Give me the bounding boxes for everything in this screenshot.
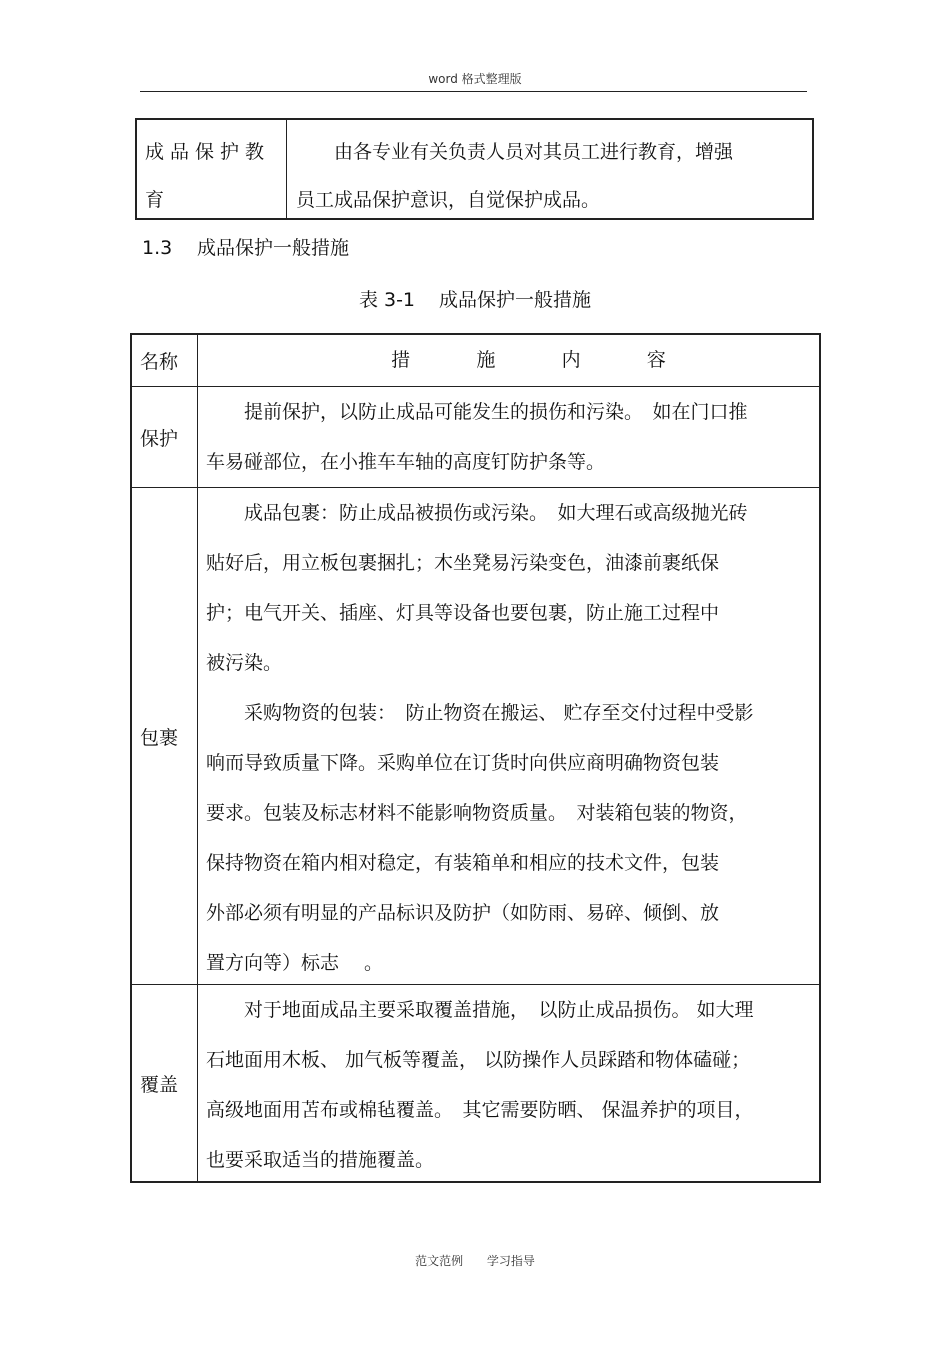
section-title: 成品保护一般措施: [197, 237, 350, 259]
content-line: 响而导致质量下降。采购单位在订货时向供应商明确物资包装: [206, 752, 720, 774]
education-label-cell: [137, 120, 287, 218]
education-content-line: 员工成品保护意识，自觉保护成品。: [296, 189, 601, 211]
content-line: 贴好后，用立板包裹捆扎；木坐凳易污染变色，油漆前裹纸保: [206, 552, 720, 574]
education-table: [135, 118, 814, 220]
content-line: 对于地面成品主要采取覆盖措施， 以防止成品损伤。 如大理: [244, 999, 754, 1021]
section-heading: [142, 235, 349, 261]
measures-table: [130, 333, 821, 1183]
row-name-cell: 包裹: [132, 488, 198, 984]
header-divider: [140, 91, 807, 92]
header-char: 内: [561, 349, 581, 371]
content-line: 护；电气开关、插座、灯具等设备也要包裹，防止施工过程中: [206, 602, 720, 624]
table-row: [132, 984, 819, 1181]
row-content-cell: [198, 387, 819, 487]
page-header: word 格式整理版: [428, 72, 522, 86]
education-content-line: 由各专业有关负责人员对其员工进行教育，增强: [334, 141, 734, 163]
row-content-cell: [198, 985, 819, 1181]
section-number: 1.3: [142, 237, 173, 259]
content-line: 外部必须有明显的产品标识及防护（如防雨、易碎、倾倒、放: [206, 902, 720, 924]
content-line: 成品包裹：防止成品被损伤或污染。 如大理石或高级抛光砖: [244, 502, 748, 524]
header-char: 施: [476, 349, 496, 371]
content-line: 高级地面用苫布或棉毡覆盖。 其它需要防晒、 保温养护的项目，: [206, 1099, 754, 1121]
table-row: [132, 487, 819, 984]
content-line: 置方向等）标志 。: [206, 952, 384, 974]
education-label-line: 育: [145, 189, 171, 211]
row-content-cell: [198, 488, 819, 984]
header-name-cell: 名称: [132, 335, 198, 386]
table-caption-number: 表 3-1: [358, 289, 416, 311]
table-header-row: [132, 335, 819, 386]
header-content-cell: [198, 335, 819, 386]
content-line: 提前保护，以防止成品可能发生的损伤和污染。 如在门口推: [244, 401, 748, 423]
table-row: [132, 386, 819, 487]
content-line: 也要采取适当的措施覆盖。: [206, 1149, 435, 1171]
content-line: 被污染。: [206, 652, 283, 674]
content-line: 要求。包装及标志材料不能影响物资质量。 对装箱包装的物资，: [206, 802, 748, 824]
table-caption: [0, 287, 950, 313]
content-line: 保持物资在箱内相对稳定，有装箱单和相应的技术文件，包装: [206, 852, 720, 874]
content-line: 石地面用木板、 加气板等覆盖， 以防操作人员踩踏和物体磕碰；: [206, 1049, 751, 1071]
row-name-cell: 保护: [132, 387, 198, 487]
content-line: 采购物资的包装： 防止物资在搬运、 贮存至交付过程中受影: [244, 702, 754, 724]
row-name-cell: 覆盖: [132, 985, 198, 1181]
header-char: 容: [646, 349, 666, 371]
content-line: 车易碰部位，在小推车车轴的高度钉防护条等。: [206, 451, 606, 473]
education-content-cell: [287, 120, 812, 218]
page-footer: 范文范例 学习指导: [415, 1254, 535, 1268]
education-label-line: 成品保护教: [145, 141, 271, 163]
table-caption-title: 成品保护一般措施: [439, 289, 592, 311]
header-char: 措: [391, 349, 411, 371]
